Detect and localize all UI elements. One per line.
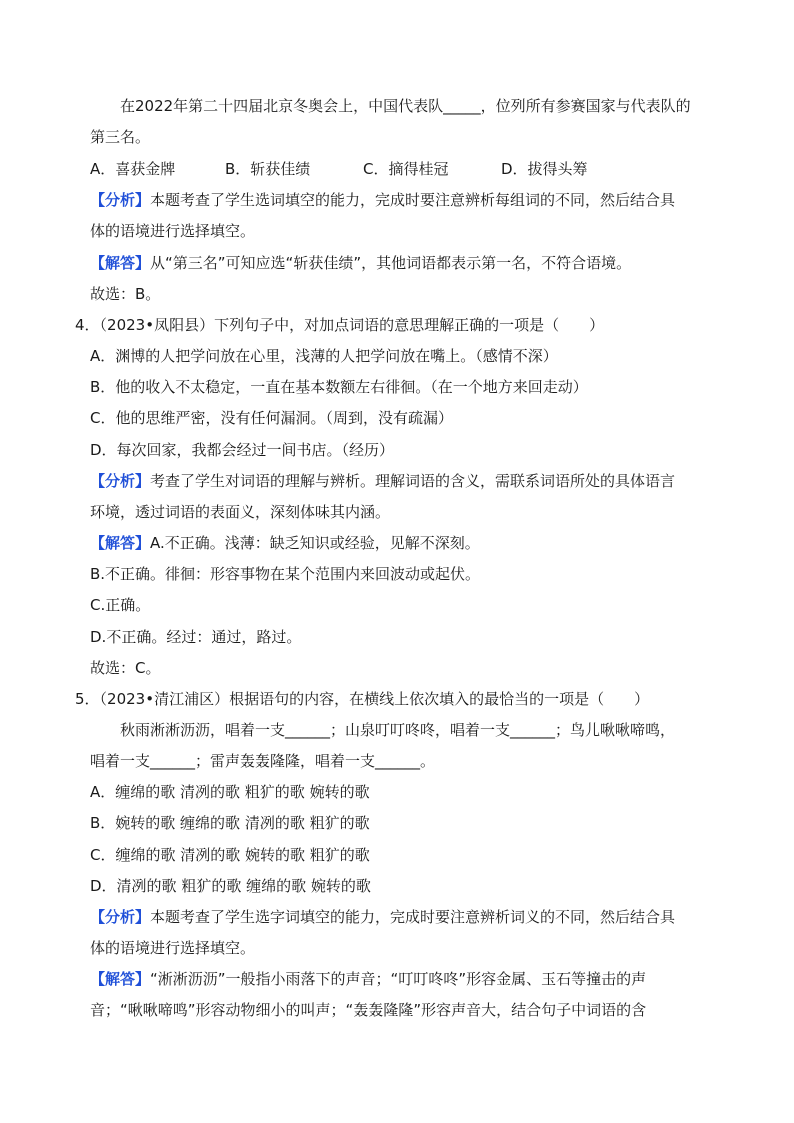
q4-answer-c: C.正确。: [90, 596, 151, 614]
q4-analysis-text: 考查了学生对词语的理解与辨析。理解词语的含义，需联系词语所处的具体语言: [150, 472, 676, 490]
q5-analysis-line-2: 体的语境进行选择填空。: [90, 939, 256, 957]
q5-answer-line-1: [90, 969, 646, 989]
q3-option-d: D．拔得头筹: [501, 160, 588, 178]
q3-analysis-text: 本题考查了学生选词填空的能力，完成时要注意辨析每组词的不同，然后结合具: [150, 191, 676, 209]
q3-analysis-line-2: 体的语境进行选择填空。: [90, 222, 256, 240]
q3-option-a: A．喜获金牌: [90, 160, 176, 178]
analysis-tag: 【分析】: [90, 472, 151, 490]
q4-answer-b: B.不正确。徘徊：形容事物在某个范围内来回波动或起伏。: [90, 565, 481, 583]
q5-analysis-line-1: [90, 907, 675, 927]
analysis-tag: 【分析】: [90, 191, 151, 209]
q5-option-d: D．清冽的歌 粗犷的歌 缠绵的歌 婉转的歌: [90, 877, 371, 895]
q4-conclusion: 故选：C。: [90, 659, 161, 677]
q4-stem: [75, 315, 604, 335]
q4-option-d: D．每次回家，我都会经过一间书店。（经历）: [90, 441, 395, 459]
answer-tag: 【解答】: [90, 534, 151, 552]
q4-answer-a: A.不正确。浅薄：缺乏知识或经验，见解不深刻。: [150, 534, 480, 552]
q5-passage-line-1: 秋雨淅淅沥沥，唱着一支______；山泉叮叮咚咚，唱着一支______；鸟儿啾啾啼鸣，: [120, 721, 676, 739]
q3-stem-line-2: 第三名。: [90, 128, 151, 146]
q3-conclusion: 故选：B。: [90, 285, 161, 303]
q5-option-a: A．缠绵的歌 清冽的歌 粗犷的歌 婉转的歌: [90, 783, 370, 801]
q4-stem-text: （2023•凤阳县）下列句子中，对加点词语的意思理解正确的一项是（ ）: [99, 316, 605, 334]
q3-answer-text: 从“第三名”可知应选“斩获佳绩”，其他词语都表示第一名，不符合语境。: [150, 254, 632, 272]
q4-number: 4．: [75, 316, 100, 334]
q4-answer-line-1: [90, 533, 480, 553]
q5-passage-line-2: 唱着一支______；雷声轰轰隆隆，唱着一支______。: [90, 752, 436, 770]
q5-option-c: C．缠绵的歌 清冽的歌 婉转的歌 粗犷的歌: [90, 846, 370, 864]
q3-option-c: C．摘得桂冠: [363, 160, 449, 178]
q3-analysis-line-1: [90, 190, 675, 210]
q3-answer-line-1: [90, 253, 631, 273]
q4-option-c: C．他的思维严密，没有任何漏洞。（周到，没有疏漏）: [90, 409, 453, 427]
q4-analysis-line-2: 环境，透过词语的表面义，深刻体味其内涵。: [90, 503, 391, 521]
answer-tag: 【解答】: [90, 254, 151, 272]
q5-option-b: B．婉转的歌 缠绵的歌 清冽的歌 粗犷的歌: [90, 814, 370, 832]
q4-answer-d: D.不正确。经过：通过，路过。: [90, 628, 302, 646]
q4-option-a: A．渊博的人把学问放在心里，浅薄的人把学问放在嘴上。（感情不深）: [90, 347, 558, 365]
q5-answer-text: “淅淅沥沥”一般指小雨落下的声音；“叮叮咚咚”形容金属、玉石等撞击的声: [150, 970, 647, 988]
q4-analysis-line-1: [90, 471, 675, 491]
q3-options: [90, 159, 588, 179]
q5-stem-text: （2023•清江浦区）根据语句的内容，在横线上依次填入的最恰当的一项是（ ）: [99, 690, 650, 708]
answer-tag: 【解答】: [90, 970, 151, 988]
q5-stem: [75, 689, 649, 709]
q4-option-b: B．他的收入不太稳定，一直在基本数额左右徘徊。（在一个地方来回走动）: [90, 378, 588, 396]
q3-stem-line-1: 在2022年第二十四届北京冬奥会上，中国代表队_____，位列所有参赛国家与代表队的: [120, 97, 691, 115]
q5-analysis-text: 本题考查了学生选字词填空的能力，完成时要注意辨析词义的不同，然后结合具: [150, 908, 676, 926]
q3-option-b: B．斩获佳绩: [225, 160, 311, 178]
q5-answer-line-2: 音；“啾啾啼鸣”形容动物细小的叫声；“轰轰隆隆”形容声音大，结合句子中词语的含: [90, 1001, 647, 1019]
analysis-tag: 【分析】: [90, 908, 151, 926]
q5-number: 5．: [75, 690, 100, 708]
